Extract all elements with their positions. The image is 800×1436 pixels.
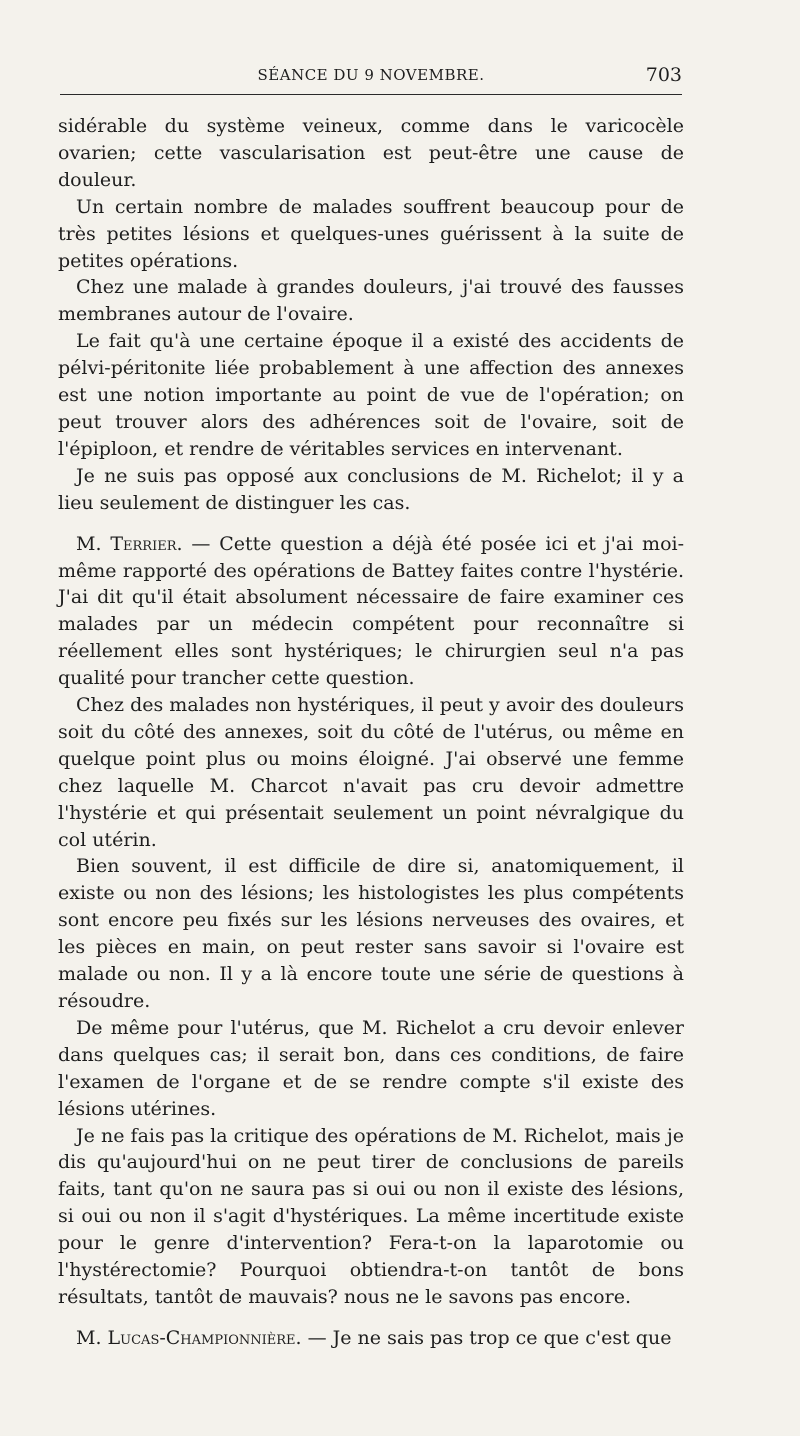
lucas-intervention [58,1325,684,1352]
paragraph: Je ne fais pas la critique des opérations de M. Richelot, mais je dis qu'aujourd'hui on ne peut tirer de conclusions de pareils faits, tant qu'on ne saura pas si oui ou non il existe des lésions, si oui ou non il s'agit d'hystériques. La même incertitude existe pour le genre d'intervention? Fera-t-on la laparotomie ou l'hystérectomie? Pourquoi obtiendra-t-on tantôt de bons résultats, tantôt de mauvais? nous ne le savons pas encore. [58,1124,684,1308]
paragraph: Chez une malade à grandes douleurs, j'ai trouvé des fausses membranes autour de l'ovaire. [58,276,684,326]
paragraph: Je ne suis pas opposé aux conclusions de M. Richelot; il y a lieu seulement de distinguer les cas. [58,464,684,514]
page-body [58,113,684,1352]
terrier-intervention [58,531,684,692]
paragraph: Bien souvent, il est difficile de dire si, anatomiquement, il existe ou non des lésions; les histologistes les plus compétents sont encore peu fixés sur les lésions nerveuses des ovaires, et les pièces en main, on peut rester sans savoir si l'ovaire est malade ou non. Il y a là encore toute une série de questions à résoudre. [58,855,684,1012]
paragraph: Un certain nombre de malades souffrent beaucoup pour de très petites lésions et quelques-unes guérissent à la suite de petites opérations. [58,195,684,272]
page-number: 703 [645,64,682,86]
paragraph: De même pour l'utérus, que M. Richelot a cru devoir enlever dans quelques cas; il serait bon, dans ces conditions, de faire l'examen de l'organe et de se rendre compte s'il existe des lésions utérines. [58,1016,684,1120]
speaker-name: M. Terrier. [76,532,183,555]
speech-text: — Je ne sais pas trop ce que c'est que [301,1326,672,1349]
paragraph: Le fait qu'à une certaine époque il a existé des accidents de pélvi-péritonite liée probablement à une affection des annexes est une notion importante au point de vue de l'opération; on peut trouver alors des adhérences soit de l'ovaire, soit de l'épiploon, et rendre de véritables services en intervenant. [58,330,684,460]
running-header [60,62,682,95]
paragraph: Chez des malades non hystériques, il peut y avoir des douleurs soit du côté des annexes, soit du côté de l'utérus, ou même en quelque point plus ou moins éloigné. J'ai observé une femme chez laquelle M. Charcot n'avait pas cru devoir admettre l'hystérie et qui présentait seulement un point névralgique du col utérin. [58,694,684,851]
speaker-name: M. Lucas-Championnière. [76,1326,302,1349]
paragraph: sidérable du système veineux, comme dans le varicocèle ovarien; cette vascularisation est peut-être une cause de douleur. [58,115,684,191]
running-head-title: SÉANCE DU 9 NOVEMBRE. [257,66,485,84]
speech-text: — Cette question a déjà été posée ici et j'ai moi-même rapporté des opérations de Battey faites contre l'hystérie. J'ai dit qu'il était absolument nécessaire de faire examiner ces malades par un médecin compétent pour reconnaître si réellement elles sont hystériques; le chirurgien seul n'a pas qualité pour trancher cette question. [58,532,685,690]
